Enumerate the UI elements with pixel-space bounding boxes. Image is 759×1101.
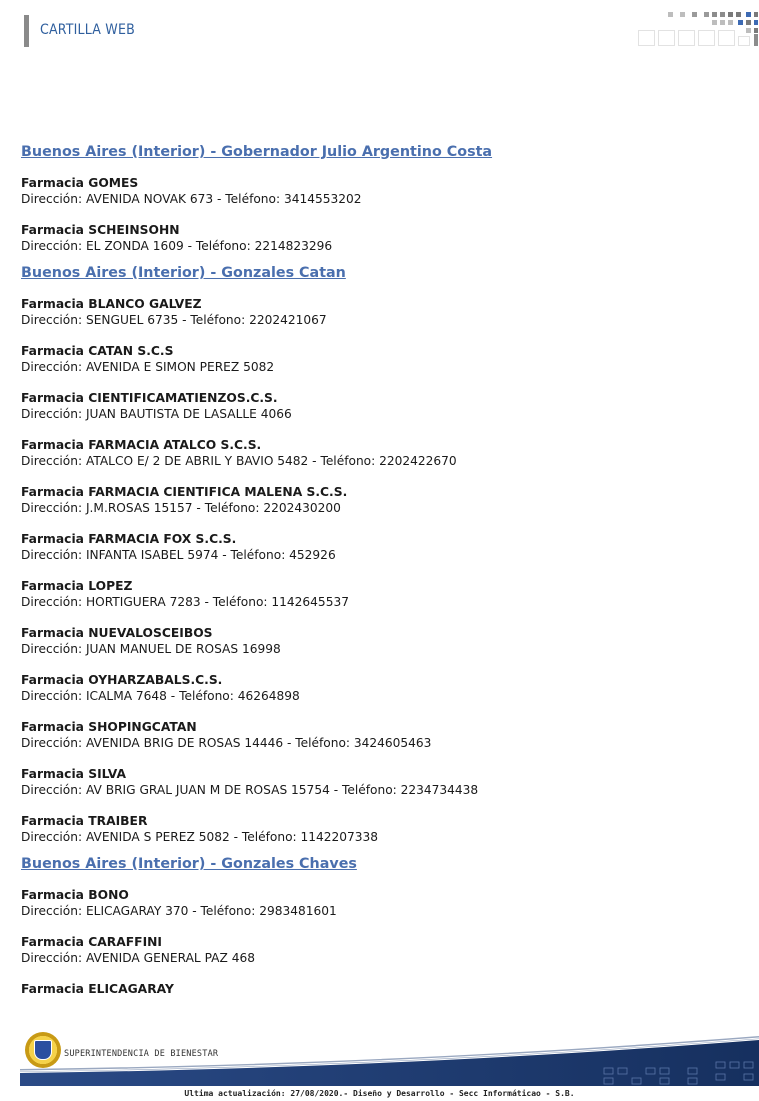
- pharmacy-address: Dirección: AV BRIG GRAL JUAN M DE ROSAS 15754 - Teléfono: 2234734438: [21, 783, 479, 797]
- list-item: [21, 531, 741, 563]
- pharmacy-name: Farmacia OYHARZABALS.C.S.: [21, 673, 223, 687]
- list-item: [21, 887, 741, 919]
- pharmacy-address: Dirección: ATALCO E/ 2 DE ABRIL Y BAVIO 5482 - Teléfono: 2202422670: [21, 454, 457, 468]
- header-accent-bar: [24, 15, 29, 47]
- pharmacy-address: Dirección: HORTIGUERA 7283 - Teléfono: 1142645537: [21, 595, 349, 609]
- pharmacy-address: Dirección: SENGUEL 6735 - Teléfono: 2202421067: [21, 313, 327, 327]
- list-item: [21, 766, 741, 798]
- list-item: [21, 578, 741, 610]
- pharmacy-name: Farmacia FARMACIA ATALCO S.C.S.: [21, 438, 262, 452]
- app-title: CARTILLA WEB: [40, 22, 135, 38]
- superintendencia-seal-icon: [25, 1032, 61, 1068]
- pharmacy-address: Dirección: AVENIDA S PEREZ 5082 - Teléfono: 1142207338: [21, 830, 379, 844]
- list-item: [21, 981, 741, 997]
- list-item: [21, 343, 741, 375]
- list-item: [21, 484, 741, 516]
- pharmacy-address: Dirección: AVENIDA E SIMON PEREZ 5082: [21, 360, 275, 374]
- list-item: [21, 222, 741, 254]
- list-item: [21, 437, 741, 469]
- footer-banner: [20, 1030, 759, 1088]
- pharmacy-address: Dirección: ELICAGARAY 370 - Teléfono: 2983481601: [21, 904, 337, 918]
- list-item: [21, 625, 741, 657]
- pharmacy-address: Dirección: AVENIDA NOVAK 673 - Teléfono: 3414553202: [21, 192, 362, 206]
- section-gonzales-catan: [21, 264, 741, 845]
- section-title[interactable]: Buenos Aires (Interior) - Gonzales Catan: [21, 265, 346, 281]
- footer-wave: [20, 1030, 759, 1088]
- pharmacy-name: Farmacia NUEVALOSCEIBOS: [21, 626, 213, 640]
- pharmacy-name: Farmacia SILVA: [21, 767, 127, 781]
- list-item: [21, 813, 741, 845]
- organization-name: SUPERINTENDENCIA DE BIENESTAR: [64, 1049, 219, 1059]
- pharmacy-name: Farmacia ELICAGARAY: [21, 982, 174, 996]
- section-title[interactable]: Buenos Aires (Interior) - Gobernador Julio Argentino Costa: [21, 144, 493, 160]
- list-item: [21, 719, 741, 751]
- pharmacy-address: Dirección: INFANTA ISABEL 5974 - Teléfono: 452926: [21, 548, 336, 562]
- list-item: [21, 175, 741, 207]
- list-item: [21, 934, 741, 966]
- section-gobernador-costa: [21, 143, 741, 254]
- pharmacy-name: Farmacia CARAFFINI: [21, 935, 163, 949]
- list-item: [21, 390, 741, 422]
- pharmacy-address: Dirección: AVENIDA BRIG DE ROSAS 14446 - Teléfono: 3424605463: [21, 736, 432, 750]
- pharmacy-name: Farmacia CATAN S.C.S: [21, 344, 174, 358]
- pharmacy-address: Dirección: EL ZONDA 1609 - Teléfono: 2214823296: [21, 239, 333, 253]
- list-item: [21, 296, 741, 328]
- pharmacy-name: Farmacia FARMACIA CIENTIFICA MALENA S.C.S.: [21, 485, 348, 499]
- pharmacy-address: Dirección: JUAN MANUEL DE ROSAS 16998: [21, 642, 281, 656]
- pharmacy-name: Farmacia GOMES: [21, 176, 139, 190]
- pharmacy-address: Dirección: JUAN BAUTISTA DE LASALLE 4066: [21, 407, 292, 421]
- section-title[interactable]: Buenos Aires (Interior) - Gonzales Chaves: [21, 856, 357, 872]
- list-item: [21, 672, 741, 704]
- header-decoration: [636, 10, 758, 48]
- pharmacy-name: Farmacia BLANCO GALVEZ: [21, 297, 202, 311]
- pharmacy-name: Farmacia SHOPINGCATAN: [21, 720, 197, 734]
- last-updated: Ultima actualización: 27/08/2020.- Diseño y Desarrollo - Secc Informáticao - S.B.: [184, 1089, 575, 1098]
- pharmacy-address: Dirección: J.M.ROSAS 15157 - Teléfono: 2202430200: [21, 501, 341, 515]
- pharmacy-name: Farmacia TRAIBER: [21, 814, 148, 828]
- pharmacy-name: Farmacia FARMACIA FOX S.C.S.: [21, 532, 237, 546]
- pharmacy-address: Dirección: ICALMA 7648 - Teléfono: 46264898: [21, 689, 300, 703]
- pharmacy-listing: [21, 143, 741, 997]
- pharmacy-name: Farmacia SCHEINSOHN: [21, 223, 180, 237]
- section-gonzales-chaves: [21, 855, 741, 997]
- pharmacy-name: Farmacia CIENTIFICAMATIENZOS.C.S.: [21, 391, 278, 405]
- pharmacy-name: Farmacia LOPEZ: [21, 579, 133, 593]
- pharmacy-address: Dirección: AVENIDA GENERAL PAZ 468: [21, 951, 255, 965]
- pharmacy-name: Farmacia BONO: [21, 888, 129, 902]
